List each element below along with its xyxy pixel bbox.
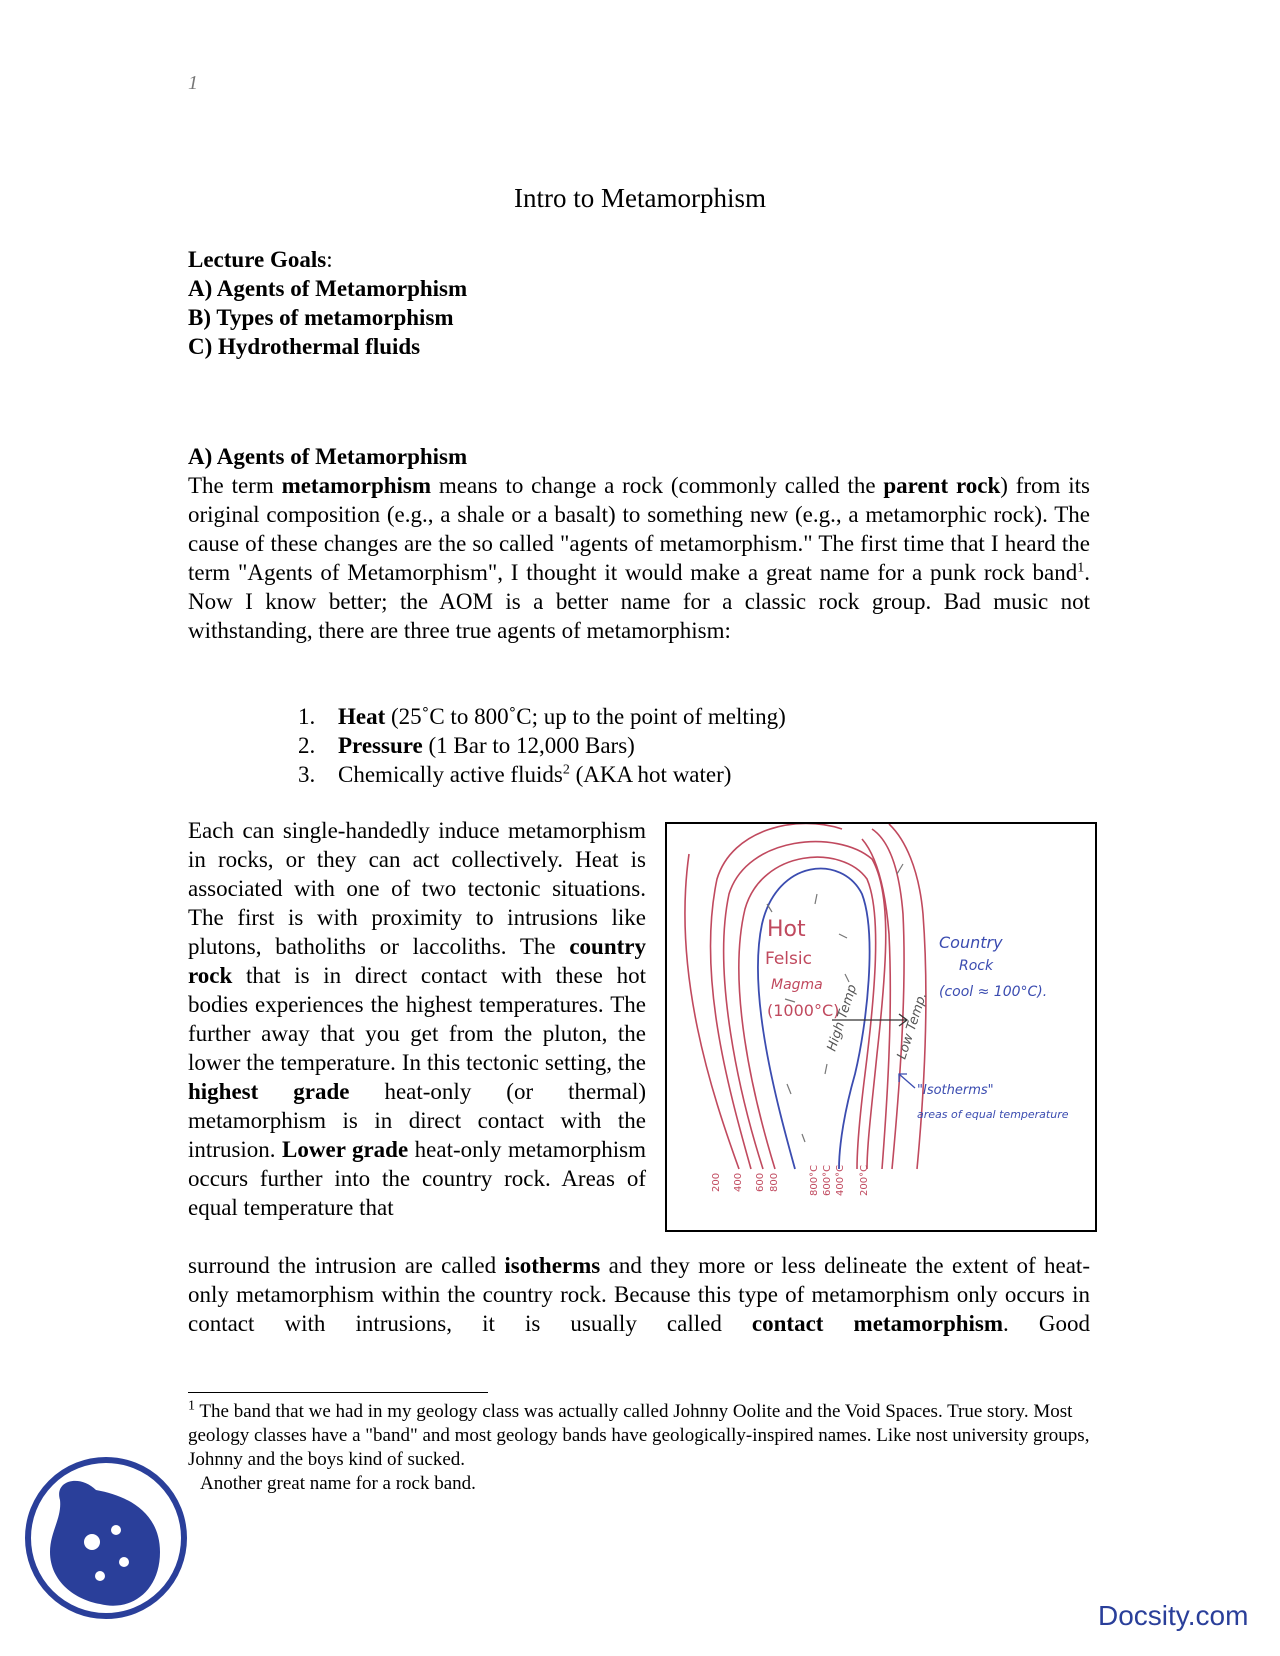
- hatch-mark: [802, 1134, 805, 1142]
- temp-tick: 200°C: [859, 1164, 870, 1196]
- agent-detail: (25˚C to 800˚C; up to the point of melting): [385, 704, 786, 729]
- temp-tick: 800°C: [809, 1164, 820, 1196]
- list-number: 3.: [298, 762, 316, 787]
- temp-tick: 800: [769, 1172, 780, 1192]
- footnote-1: [188, 1400, 1090, 1472]
- docsity-logo-icon[interactable]: [20, 1452, 192, 1624]
- temp-tick: 400: [733, 1172, 744, 1192]
- text-run: that is in direct contact with these hot bodies experiences the highest temperatures. The further away that you get from the pluton, the lower the temperature. In this tectonic setting, the: [188, 963, 646, 1075]
- term-highest-grade: highest grade: [188, 1079, 350, 1104]
- isotherm-line: [710, 824, 842, 1169]
- isotherm-line: [685, 854, 739, 1169]
- text-run: means to change a rock (commonly called the: [431, 473, 884, 498]
- list-number: 1.: [298, 704, 316, 729]
- agent-name: Chemically active fluids: [338, 762, 563, 787]
- hatch-mark: [897, 864, 903, 874]
- country-label-2: Rock: [959, 958, 994, 974]
- goals-heading: Lecture Goals: [188, 247, 327, 272]
- magma-label-magma: Magma: [771, 977, 823, 993]
- page-title: Intro to Metamorphism: [514, 183, 766, 213]
- docsity-watermark[interactable]: Docsity.com: [1098, 1600, 1249, 1631]
- footnote-mark: 1: [188, 1398, 195, 1414]
- text-run: and they more or less delineate the extent of heat-only metamorphism within the country rock. Because this type of metamorphism only occurs in contact with intrusions, it is usually called: [188, 1253, 1090, 1336]
- temp-tick: 600°C: [822, 1164, 833, 1196]
- goal-item-a: A) Agents of Metamorphism: [188, 276, 468, 301]
- magma-label-felsic: Felsic: [765, 949, 812, 969]
- goals-colon: :: [326, 247, 333, 272]
- footnote-text: The band that we had in my geology class was actually called Johnny Oolite and the Void Spaces. True story. Most geology classes have a "band" and most geology bands have geologically-inspired names. Like nost university groups, Johnny and the boys kind of sucked.: [188, 1401, 1090, 1470]
- text-run: heat-only (or thermal) metamorphism is in direct contact with the intrusion.: [188, 1079, 646, 1162]
- isotherm-sketch: [667, 824, 1095, 1230]
- text-run: heat-only metamorphism occurs further into the country rock. Areas of equal temperature that: [188, 1137, 646, 1220]
- term-parent-rock: parent rock: [883, 473, 1001, 498]
- term-isotherms: isotherms: [504, 1253, 601, 1278]
- agent-detail: (1 Bar to 12,000 Bars): [422, 733, 635, 758]
- temp-tick: 400°C: [835, 1164, 846, 1196]
- goal-item: [188, 274, 467, 303]
- agents-list: [298, 702, 786, 789]
- footnote-ref-2[interactable]: 2: [562, 762, 570, 778]
- goal-item: [188, 303, 467, 332]
- section-agents: [188, 442, 1090, 645]
- goal-item: [188, 332, 467, 361]
- footnote-ref-1[interactable]: 1: [1077, 560, 1085, 576]
- term-contact-metamorphism: contact metamorphism: [751, 1311, 1004, 1336]
- list-number: 2.: [298, 733, 316, 758]
- agent-name: Heat: [338, 704, 386, 729]
- footnotes: [188, 1400, 1090, 1496]
- heat-paragraph-continued: [188, 1251, 1090, 1338]
- footnote-text: Another great name for a rock band.: [200, 1473, 476, 1494]
- text-run: . Now I know better; the AOM is a better name for a classic rock group. Bad music not withstanding, there are three true agents of metamorphism:: [188, 560, 1090, 643]
- temp-tick: 200: [711, 1172, 722, 1192]
- high-temp-label: High Temp: [824, 982, 861, 1054]
- magma-label-hot: Hot: [767, 917, 806, 942]
- footnote-separator: [188, 1392, 488, 1393]
- goal-item-c: C) Hydrothermal fluids: [188, 334, 421, 359]
- agent-item-pressure: [298, 731, 786, 760]
- section-heading: A) Agents of Metamorphism: [188, 444, 468, 469]
- country-label-3: (cool ≈ 100°C).: [939, 984, 1048, 1000]
- footnote-2: [188, 1472, 1090, 1496]
- low-temp-label: Low Temp.: [894, 990, 931, 1062]
- temp-tick: 600: [755, 1172, 766, 1192]
- text-run: . Good: [1003, 1311, 1090, 1336]
- term-metamorphism: metamorphism: [281, 473, 432, 498]
- goals-heading-line: [188, 245, 467, 274]
- text-run: The term: [188, 473, 282, 498]
- isotherms-label: "Isotherms": [917, 1083, 994, 1098]
- hatch-mark: [787, 1084, 791, 1094]
- text-run: Each can single-handedly induce metamorphism in rocks, or they can act collectively. Heat is associated with one of two tectonic situations. The first is with proximity to intrusions like plutons, batholiths or laccoliths. The: [188, 818, 646, 959]
- goal-item-b: B) Types of metamorphism: [188, 305, 454, 330]
- hatch-mark: [845, 974, 849, 982]
- text-run: ) from its original composition (e.g., a shale or a basalt) to something new (e.g., a metamorphic rock). The cause of these changes are the so called "agents of metamorphism." The first time that I heard the term "Agents of Metamorphism", I thought it would make a great name for a punk rock band: [188, 473, 1090, 585]
- agent-detail: (AKA hot water): [569, 762, 732, 787]
- hatch-mark: [815, 894, 817, 904]
- isotherm-line: [872, 829, 904, 1169]
- country-label-1: Country: [939, 933, 1003, 952]
- isotherms-sub-label: areas of equal temperature: [917, 1108, 1069, 1121]
- term-country-rock: country rock: [188, 934, 646, 988]
- isotherm-lines: [685, 824, 926, 1169]
- lecture-goals: [188, 245, 467, 361]
- hatch-mark: [825, 1064, 827, 1074]
- agent-name: Pressure: [338, 733, 423, 758]
- hatch-mark: [839, 934, 847, 938]
- text-run: surround the intrusion are called: [188, 1253, 505, 1278]
- agent-item-fluids: [298, 760, 786, 789]
- intro-paragraph: [188, 471, 1090, 645]
- isotherm-pointer-arrow: [899, 1074, 915, 1088]
- isotherm-figure: [665, 822, 1097, 1232]
- heat-paragraph: [188, 816, 646, 1222]
- term-lower-grade: Lower grade: [282, 1137, 409, 1162]
- magma-label-temp: (1000°C): [767, 1001, 840, 1020]
- agent-item-heat: [298, 702, 786, 731]
- page-number: 1: [188, 72, 198, 94]
